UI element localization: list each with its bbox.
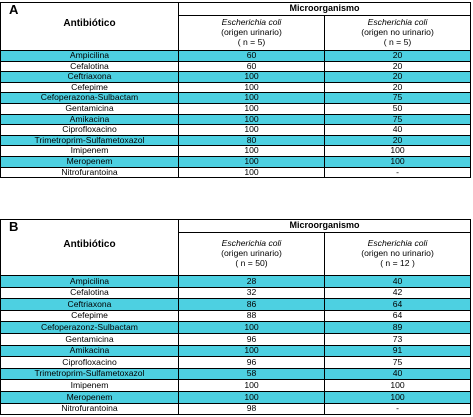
column-header-urinary bbox=[179, 233, 325, 276]
antibiotic-name-cell: Trimetroprim-Sulfametoxazol bbox=[1, 368, 179, 380]
table-row bbox=[1, 287, 471, 299]
antibiotic-name-cell: Meropenem bbox=[1, 156, 179, 167]
sample-size-label: ( n = 5) bbox=[383, 36, 412, 47]
non-urinary-value-cell: 64 bbox=[325, 310, 471, 322]
column-header-urinary bbox=[179, 16, 325, 51]
urinary-value-cell: 100 bbox=[179, 93, 325, 104]
non-urinary-value-cell: 100 bbox=[325, 156, 471, 167]
table-row bbox=[1, 135, 471, 146]
origin-label: (origen no urinario) bbox=[361, 248, 434, 259]
non-urinary-value-cell: - bbox=[325, 403, 471, 415]
urinary-value-cell: 100 bbox=[179, 322, 325, 334]
antibiotic-header-cell bbox=[1, 220, 179, 276]
panel-letter: B bbox=[9, 219, 19, 234]
table-row bbox=[1, 146, 471, 157]
antibiotic-name-cell: Gentamicina bbox=[1, 333, 179, 345]
non-urinary-value-cell: - bbox=[325, 167, 471, 178]
antibiotic-name-cell: Cefalotina bbox=[1, 61, 179, 72]
antibiotic-name-cell: Cefoperazona-Sulbactam bbox=[1, 93, 179, 104]
table-row bbox=[1, 310, 471, 322]
group-header: Microorganismo bbox=[179, 3, 471, 16]
antibiotic-name-cell: Meropenem bbox=[1, 391, 179, 403]
urinary-value-cell: 28 bbox=[179, 276, 325, 288]
antibiotic-name-cell: Imipenem bbox=[1, 146, 179, 157]
non-urinary-value-cell: 75 bbox=[325, 357, 471, 369]
non-urinary-value-cell: 20 bbox=[325, 51, 471, 62]
non-urinary-value-cell: 100 bbox=[325, 391, 471, 403]
non-urinary-value-cell: 20 bbox=[325, 72, 471, 83]
antibiotic-name-cell: Imipenem bbox=[1, 380, 179, 392]
species-label: Escherichia coli bbox=[367, 238, 428, 249]
column-header-non-urinary bbox=[325, 16, 471, 51]
sample-size-label: ( n = 12 ) bbox=[380, 257, 415, 268]
non-urinary-value-cell: 100 bbox=[325, 146, 471, 157]
antibiotic-column-header: Antibiótico bbox=[63, 239, 116, 250]
antibiotic-name-cell: Trimetroprim-Sulfametoxazol bbox=[1, 135, 179, 146]
table-row bbox=[1, 322, 471, 334]
table-row bbox=[1, 368, 471, 380]
urinary-value-cell: 100 bbox=[179, 380, 325, 392]
antibiotic-name-cell: Cefalotina bbox=[1, 287, 179, 299]
sample-size-label: ( n = 50) bbox=[235, 257, 268, 268]
urinary-value-cell: 100 bbox=[179, 114, 325, 125]
species-label: Escherichia coli bbox=[221, 238, 282, 249]
susceptibility-table-b bbox=[0, 219, 471, 415]
non-urinary-value-cell: 50 bbox=[325, 103, 471, 114]
antibiotic-name-cell: Cefoperazonz-Sulbactam bbox=[1, 322, 179, 334]
species-label: Escherichia coli bbox=[367, 17, 428, 28]
antibiotic-name-cell: Cefepime bbox=[1, 82, 179, 93]
species-label: Escherichia coli bbox=[221, 17, 282, 28]
antibiotic-name-cell: Ciprofloxacino bbox=[1, 125, 179, 136]
table-row bbox=[1, 93, 471, 104]
non-urinary-value-cell: 20 bbox=[325, 82, 471, 93]
sample-size-label: ( n = 5) bbox=[237, 36, 266, 47]
panel-letter: A bbox=[9, 2, 19, 17]
non-urinary-value-cell: 73 bbox=[325, 333, 471, 345]
table-row bbox=[1, 72, 471, 83]
urinary-value-cell: 100 bbox=[179, 391, 325, 403]
urinary-value-cell: 98 bbox=[179, 403, 325, 415]
urinary-value-cell: 100 bbox=[179, 72, 325, 83]
urinary-value-cell: 88 bbox=[179, 310, 325, 322]
antibiotic-name-cell: Amikacina bbox=[1, 345, 179, 357]
non-urinary-value-cell: 75 bbox=[325, 93, 471, 104]
urinary-value-cell: 80 bbox=[179, 135, 325, 146]
antibiotic-name-cell: Gentamicina bbox=[1, 103, 179, 114]
origin-label: (origen urinario) bbox=[221, 248, 282, 259]
table-row bbox=[1, 51, 471, 62]
susceptibility-table-a bbox=[0, 2, 471, 178]
table-row bbox=[1, 125, 471, 136]
non-urinary-value-cell: 64 bbox=[325, 299, 471, 311]
non-urinary-value-cell: 40 bbox=[325, 368, 471, 380]
urinary-value-cell: 100 bbox=[179, 156, 325, 167]
urinary-value-cell: 58 bbox=[179, 368, 325, 380]
non-urinary-value-cell: 20 bbox=[325, 61, 471, 72]
table-row bbox=[1, 156, 471, 167]
table-panel-b bbox=[0, 219, 470, 415]
urinary-value-cell: 96 bbox=[179, 357, 325, 369]
urinary-value-cell: 100 bbox=[179, 82, 325, 93]
antibiotic-header-cell bbox=[1, 3, 179, 51]
non-urinary-value-cell: 20 bbox=[325, 135, 471, 146]
antibiotic-name-cell: Nitrofurantoina bbox=[1, 167, 179, 178]
table-body-a bbox=[1, 51, 471, 178]
urinary-value-cell: 100 bbox=[179, 345, 325, 357]
table-row bbox=[1, 345, 471, 357]
column-header-non-urinary bbox=[325, 233, 471, 276]
table-row bbox=[1, 82, 471, 93]
non-urinary-value-cell: 75 bbox=[325, 114, 471, 125]
urinary-value-cell: 100 bbox=[179, 167, 325, 178]
non-urinary-value-cell: 100 bbox=[325, 380, 471, 392]
origin-label: (origen urinario) bbox=[221, 27, 282, 38]
antibiotic-name-cell: Amikacina bbox=[1, 114, 179, 125]
antibiotic-name-cell: Ciprofloxacino bbox=[1, 357, 179, 369]
table-row bbox=[1, 299, 471, 311]
table-row bbox=[1, 333, 471, 345]
antibiotic-name-cell: Ampicilina bbox=[1, 51, 179, 62]
table-row bbox=[1, 357, 471, 369]
antibiotic-name-cell: Cefepime bbox=[1, 310, 179, 322]
table-row bbox=[1, 380, 471, 392]
table-body-b bbox=[1, 276, 471, 415]
non-urinary-value-cell: 42 bbox=[325, 287, 471, 299]
urinary-value-cell: 32 bbox=[179, 287, 325, 299]
origin-label: (origen no urinario) bbox=[361, 27, 434, 38]
urinary-value-cell: 100 bbox=[179, 125, 325, 136]
table-row bbox=[1, 103, 471, 114]
antibiotic-column-header: Antibiótico bbox=[63, 18, 116, 29]
antibiotic-name-cell: Ampicilina bbox=[1, 276, 179, 288]
table-row bbox=[1, 391, 471, 403]
non-urinary-value-cell: 91 bbox=[325, 345, 471, 357]
table-row bbox=[1, 114, 471, 125]
table-row bbox=[1, 167, 471, 178]
table-panel-a bbox=[0, 2, 470, 178]
non-urinary-value-cell: 89 bbox=[325, 322, 471, 334]
table-row bbox=[1, 276, 471, 288]
urinary-value-cell: 100 bbox=[179, 103, 325, 114]
group-header: Microorganismo bbox=[179, 220, 471, 233]
table-row bbox=[1, 403, 471, 415]
urinary-value-cell: 96 bbox=[179, 333, 325, 345]
non-urinary-value-cell: 40 bbox=[325, 276, 471, 288]
urinary-value-cell: 60 bbox=[179, 51, 325, 62]
antibiotic-name-cell: Ceftriaxona bbox=[1, 299, 179, 311]
urinary-value-cell: 86 bbox=[179, 299, 325, 311]
urinary-value-cell: 100 bbox=[179, 146, 325, 157]
urinary-value-cell: 60 bbox=[179, 61, 325, 72]
antibiotic-name-cell: Nitrofurantoina bbox=[1, 403, 179, 415]
table-row bbox=[1, 61, 471, 72]
non-urinary-value-cell: 40 bbox=[325, 125, 471, 136]
antibiotic-name-cell: Ceftriaxona bbox=[1, 72, 179, 83]
